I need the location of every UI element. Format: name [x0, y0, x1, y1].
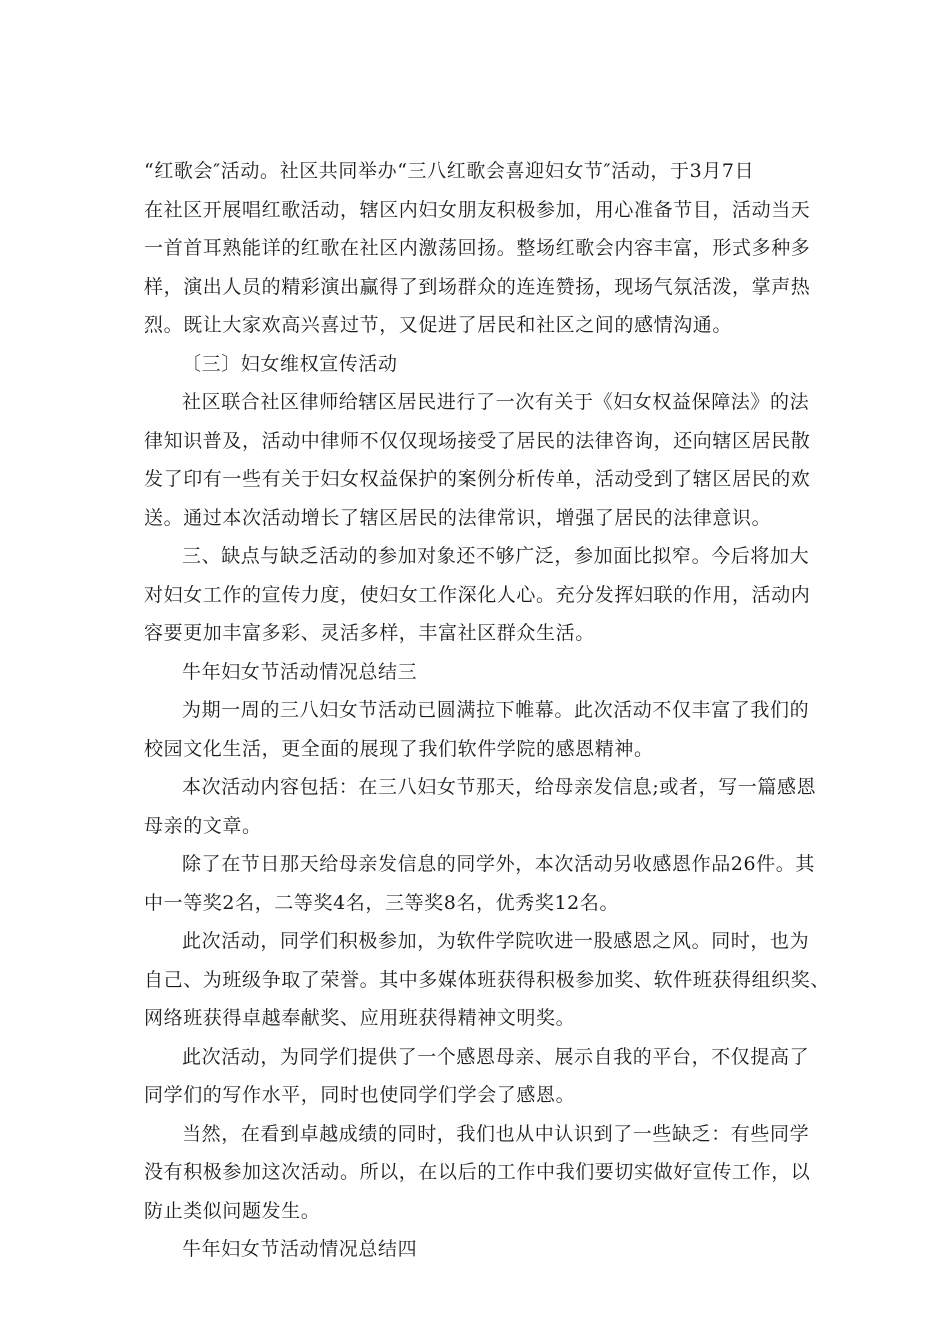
text-line: 为期一周的三八妇女节活动已圆满拉下帷幕。此次活动不仅丰富了我们的	[182, 699, 810, 721]
text-line: 校园文化生活，更全面的展现了我们软件学院的感恩精神。	[144, 737, 654, 760]
text-line: 送。通过本次活动增长了辖区居民的法律常识，增强了居民的法律意识。	[144, 506, 772, 529]
text-line: 烈。既让大家欢高兴喜过节，又促进了居民和社区之间的感情沟通。	[144, 314, 733, 336]
text-line: 三、缺点与缺乏活动的参加对象还不够广泛，参加面比拟窄。今后将加大	[182, 545, 810, 567]
text-line: 没有积极参加这次活动。所以，在以后的工作中我们要切实做好宣传工作，以	[144, 1161, 811, 1183]
text-line: 网络班获得卓越奉献奖、应用班获得精神文明奖。	[144, 1007, 576, 1029]
text-line: 一首首耳熟能详的红歌在社区内激荡回扬。整场红歌会内容丰富，形式多种多	[144, 237, 811, 259]
section-heading: 牛年妇女节活动情况总结三	[182, 660, 418, 683]
text-line: 当然，在看到卓越成绩的同时，我们也从中认识到了一些缺乏：有些同学	[182, 1122, 810, 1145]
text-line: 发了印有一些有关于妇女权益保护的案例分析传单，活动受到了辖区居民的欢	[144, 468, 811, 490]
text-line: 律知识普及，活动中律师不仅仅现场接受了居民的法律咨询，还向辖区居民散	[144, 429, 811, 452]
text-line: 容要更加丰富多彩、灵活多样，丰富社区群众生活。	[144, 622, 595, 644]
text-line: 样，演出人员的精彩演出赢得了到场群众的连连赞扬，现场气氛活泼，掌声热	[144, 275, 811, 298]
text-line: 此次活动，为同学们提供了一个感恩母亲、展示自我的平台，不仅提高了	[182, 1045, 810, 1068]
text-line: 此次活动，同学们积极参加，为软件学院吹进一股感恩之风。同时，也为	[182, 930, 810, 952]
text-line: 在社区开展唱红歌活动，辖区内妇女朋友积极参加，用心准备节目，活动当天	[144, 198, 811, 221]
document-body	[144, 152, 831, 1269]
text-line: 除了在节日那天给母亲发信息的同学外，本次活动另收感恩作品26件。其	[182, 853, 815, 875]
text-line: 自己、为班级争取了荣誉。其中多媒体班获得积极参加奖、软件班获得组织奖、	[144, 968, 831, 991]
text-line: 社区联合社区律师给辖区居民进行了一次有关于《妇女权益保障法》的法	[182, 391, 810, 413]
text-line: 本次活动内容包括：在三八妇女节那天，给母亲发信息;或者，写一篇感恩	[182, 776, 817, 798]
text-line: 中一等奖2名，二等奖4名，三等奖8名，优秀奖12名。	[144, 891, 620, 914]
text-line: “红歌会″活动。社区共同举办“三八红歌会喜迎妇女节″活动，于3月7日	[144, 160, 755, 182]
text-line: 母亲的文章。	[144, 814, 262, 837]
text-line: 防止类似问题发生。	[144, 1199, 321, 1222]
text-line: 同学们的写作水平，同时也使同学们学会了感恩。	[144, 1084, 576, 1106]
section-heading: 〔三〕妇女维权宣传活动	[182, 352, 398, 375]
section-heading: 牛年妇女节活动情况总结四	[182, 1238, 418, 1260]
text-line: 对妇女工作的宣传力度，使妇女工作深化人心。充分发挥妇联的作用，活动内	[144, 583, 811, 606]
